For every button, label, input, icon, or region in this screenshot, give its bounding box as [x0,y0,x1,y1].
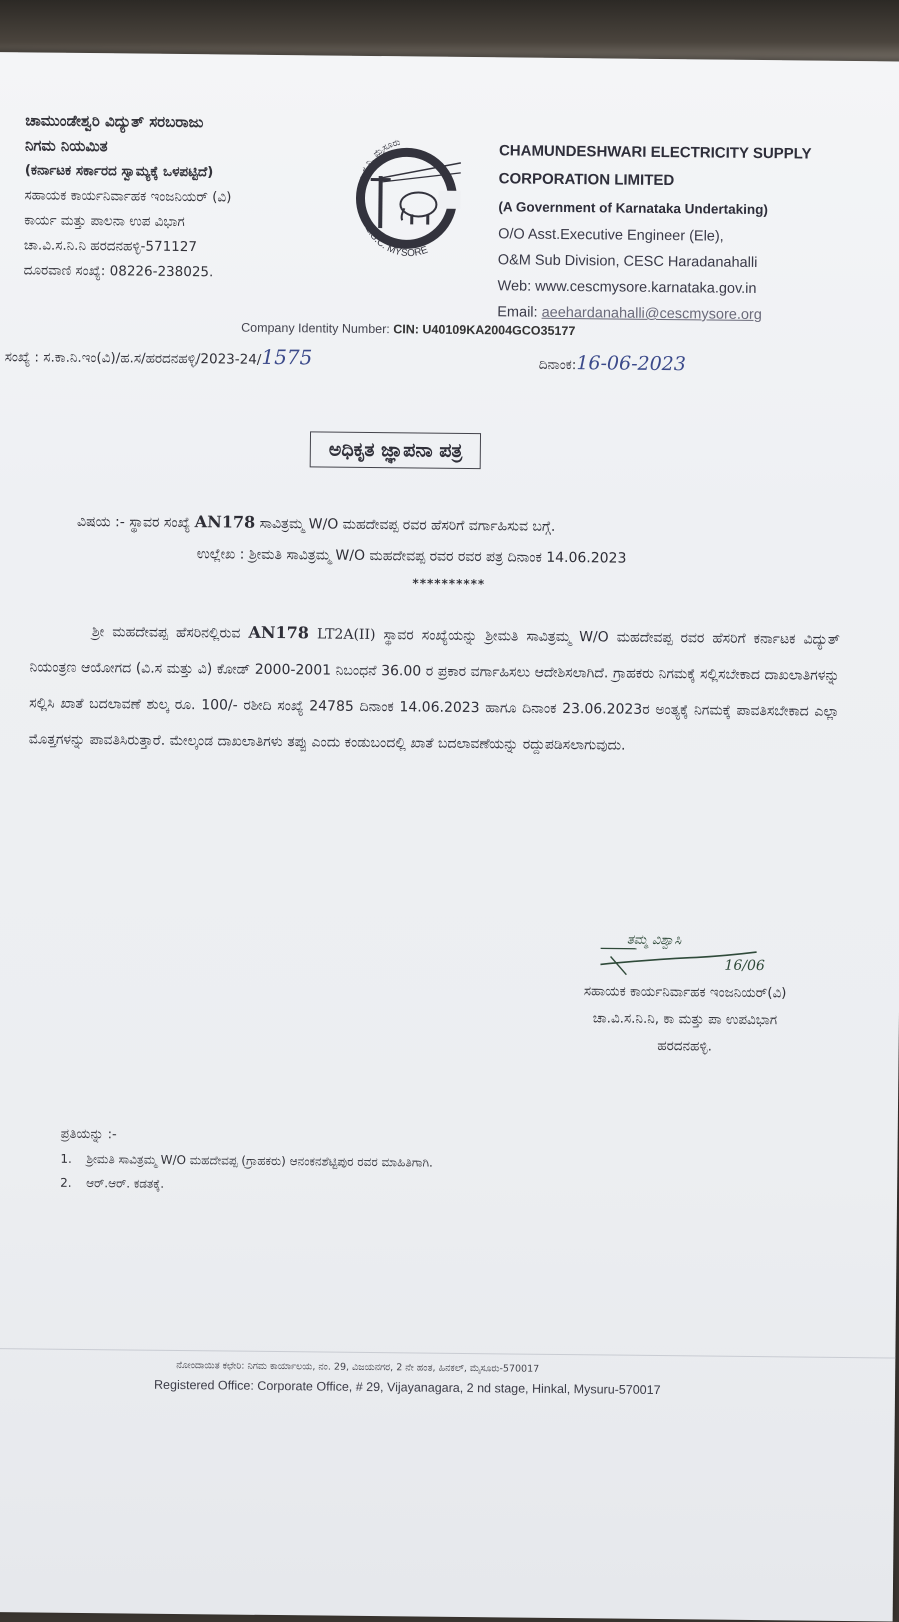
memo-title: ಅಧಿಕೃತ ಜ್ಞಾಪನಾ ಪತ್ರ [310,431,482,469]
body-part2: ಸ್ಥಾವರ ಸಂಖ್ಯೆಯನ್ನು ಶ್ರೀಮತಿ ಸಾವಿತ್ರಮ್ಮ W/O ಮಹದೇವಪ್ಪ ರವರ ಹೆಸರಿಗೆ ಕರ್ನಾಟಕ ವಿದ್ಯುತ್ ನಿಯಂತ್ರಣ ಆಯೋಗದ (ವಿ.ಸ ಮತ್ತು ವಿ) ಕೋಡ್ 2000-2001 ನಿಬಂಧನೆ 36.00 ರ ಪ್ರಕಾರ ವರ್ಗಾಹಿಸಲು ಆದೇಶಿಸಲಾಗಿದೆ. ಗ್ರಾಹಕರು ನಿಗಮಕ್ಕೆ ಸಲ್ಲಿಸಬೇಕಾದ ದಾಖಲಾತಿಗಳನ್ನು ಸಲ್ಲಿಸಿ ಖಾತೆ ಬದಲಾವಣೆ ಶುಲ್ಕ ರೂ. 100/- ರಶೀದಿ ಸಂಖ್ಯೆ 24785 ದಿನಾಂಕ 14.06.2023 ಹಾಗೂ ದಿನಾಂಕ 23.06.2023ರ ಅಂತ್ಯಕ್ಕೆ ನಿಗಮಕ್ಕೆ ಪಾವತಿಸಬೇಕಾದ ಎಲ್ಲಾ ಮೊತ್ತಗಳನ್ನು ಪಾವತಿಸಿರುತ್ತಾರೆ. ಮೇಲ್ಕಂಡ ದಾಖಲಾತಿಗಳು ತಪ್ಪು ಎಂದು ಕಂಡುಬಂದಲ್ಲಿ ಖಾತೆ ಬದಲಾವಣೆಯನ್ನು ರದ್ದುಪಡಿಸಲಾಗುವುದು. [28,627,840,754]
letter-date [539,352,686,376]
body-tariff: LT2A(II) [316,626,376,644]
letter-page [0,52,899,1621]
copy-item-number: 2. [60,1175,72,1190]
subject-line [77,511,555,535]
footer-address-en: Registered Office: Corporate Office, # 29, Vijayanagara, 2 nd stage, Hinkal, Mysuru-570017 [153,1377,661,1398]
org-name-en-1: CHAMUNDESHWARI ELECTRICITY SUPPLY [498,142,812,163]
subject-post: ಸಾವಿತ್ರಮ್ಮ W/O ಮಹದೇವಪ್ಪ ರವರ ಹೆಸರಿಗೆ ವರ್ಗಾಹಿಸುವ ಬಗ್ಗೆ. [259,515,556,535]
footer-divider [0,1348,895,1359]
website-en[interactable]: Web: www.cescmysore.karnataka.gov.in [497,278,757,297]
signature-handwritten: ತಮ್ಮ ವಿಶ್ವಾಸಿ [626,932,682,949]
letterhead-english [497,137,839,329]
letter-date-label: ದಿನಾಂಕ: [538,356,577,374]
office-en: O/O Asst.Executive Engineer (Ele), [498,226,724,245]
email-label: Email: [497,304,538,321]
logo-bottom-text: C.E.S.C. MYSORE [359,215,430,260]
letter-number-handwritten: 1575 [261,344,313,370]
logo-top-text: ಚಾ.ವಿ.ಸ.ನಿ. ಮೈಸೂರು [357,137,402,195]
body-part1: ಶ್ರೀ ಮಹದೇವಪ್ಪ ಹೆಸರಿನಲ್ಲಿರುವ [91,624,241,642]
letterhead-kannada [24,108,356,286]
cin-row [241,321,575,338]
body-paragraph [29,612,840,765]
copy-item-text: ಶ್ರೀಮತಿ ಸಾವಿತ್ರಮ್ಮ W/O ಮಹದೇವಪ್ಪ (ಗ್ರಾಹಕರು) ಆನಂಕನಶೆಟ್ಟಿಪುರ ರವರ ಮಾಹಿತಿಗಾಗಿ. [86,1152,433,1170]
signatory-designation: ಸಹಾಯಕ ಕಾರ್ಯನಿರ್ವಾಹಕ ಇಂಜನಿಯರ್(ವಿ) [583,983,787,1002]
reference-text: ಶ್ರೀಮತಿ ಸಾವಿತ್ರಮ್ಮ W/O ಮಹದೇವಪ್ಪ ರವರ ರವರ ಪತ್ರ ದಿನಾಂಕ 14.06.2023 [248,546,627,567]
subject-pre: ಸ್ಥಾವರ ಸಂಖ್ಯೆ [129,514,191,532]
signature-date: 16/06 [724,957,765,975]
copy-item-text: ಆರ್.ಆರ್. ಕಡತಕ್ಕೆ. [86,1176,165,1191]
cin-number: CIN: U40109KA2004GCO35177 [393,322,576,339]
subject-label: ವಿಷಯ :- [77,513,125,531]
letter-number [5,342,313,369]
govt-undertaking-en: (A Government of Karnataka Undertaking) [498,199,769,218]
separator-stars: ********** [412,576,486,592]
signature [596,934,776,982]
subdivision-en: O&M Sub Division, CESC Haradanahalli [497,252,758,272]
phone-kn: ದೂರವಾಣಿ ಸಂಖ್ಯೆ: 08226-238025. [23,262,214,281]
reference-line [197,546,627,566]
org-name-kn-1: ಚಾಮುಂಡೇಶ್ವರಿ ವಿದ್ಯುತ್ ಸರಬರಾಜು [25,111,204,132]
reference-label: ಉಲ್ಲೇಖ : [196,546,245,563]
letter-number-label: ಸಂಖ್ಯೆ : ಸ.ಕಾ.ನಿ.ಇಂ(ವಿ)/ಹ.ಸ/ಹರದನಹಳ್ಳಿ/2023-24/ [4,349,262,368]
office-kn: ಸಹಾಯಕ ಕಾರ್ಯನಿರ್ವಾಹಕ ಇಂಜನಿಯರ್ (ವಿ) [24,187,232,206]
letter-date-handwritten: 16-06-2023 [576,352,687,376]
footer-address-kn: ನೋಂದಾಯಿತ ಕಛೇರಿ: ನಿಗಮ ಕಾರ್ಯಾಲಯ, ನಂ. 29, ವಿಜಯನಗರ, 2 ನೇ ಹಂತ, ಹಿನಕಲ್, ಮೈಸೂರು-570017 [176,1359,540,1375]
email-link[interactable]: aeehardanahalli@cescmysore.org [541,304,762,324]
subdivision-kn: ಕಾರ್ಯ ಮತ್ತು ಪಾಲನಾ ಉಪ ವಿಭಾಗ [24,212,185,231]
org-name-kn-2: ನಿಗಮ ನಿಯಮಿತ [24,136,108,156]
svg-text:C.E.S.C. MYSORE [359,216,430,260]
copies-label: ಪ್ರತಿಯನ್ನು :- [60,1126,117,1143]
subject-code: AN178 [194,512,256,532]
cin-label: Company Identity Number: [241,320,390,337]
cesc-logo [342,132,473,263]
org-name-en-2: CORPORATION LIMITED [498,170,675,190]
cesc-logo-icon [342,132,473,263]
copy-item-number: 1. [60,1151,72,1166]
copies-section [60,1123,761,1202]
govt-undertaking-kn: (ಕರ್ನಾಟಕ ಸರ್ಕಾರದ ಸ್ವಾಮ್ಯಕ್ಕೆ ಒಳಪಟ್ಟಿದೆ) [24,162,214,181]
address-kn: ಚಾ.ವಿ.ಸ.ನಿ.ನಿ ಹರದನಹಳ್ಳಿ-571127 [23,237,198,256]
body-code: AN178 [248,622,310,643]
signatory-block [519,978,850,1062]
signatory-place: ಹರದನಹಳ್ಳಿ. [657,1038,713,1055]
signatory-office: ಚಾ.ವಿ.ಸ.ನಿ.ನಿ, ಕಾ ಮತ್ತು ಪಾ ಉಪವಿಭಾಗ [592,1010,778,1029]
